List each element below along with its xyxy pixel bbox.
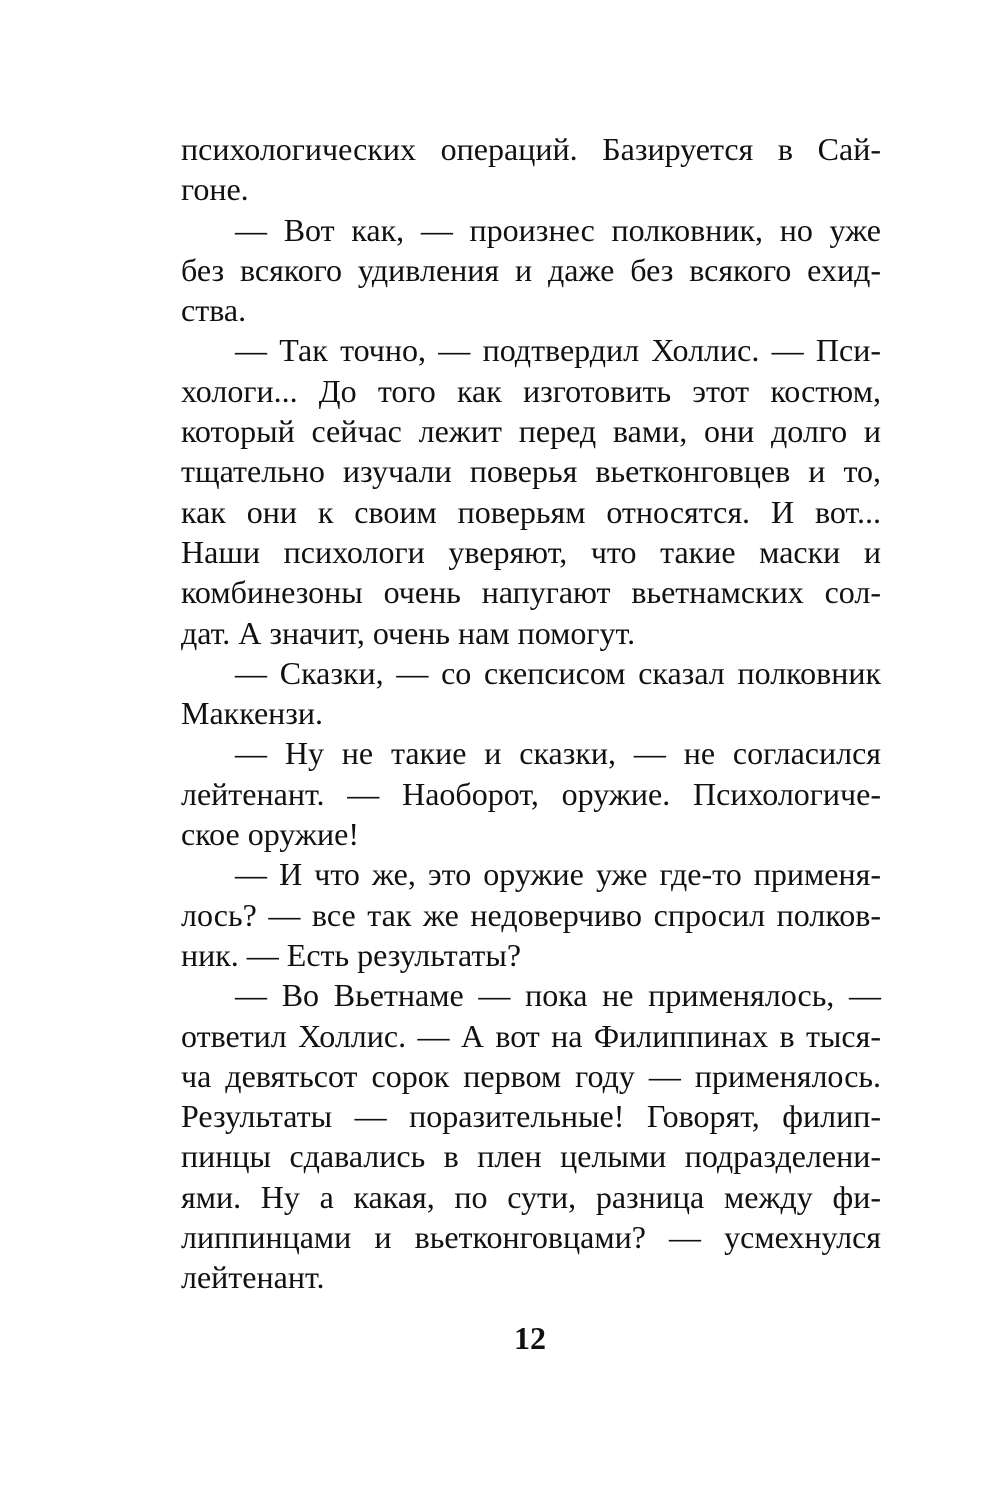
text-line: — Ну не такие и сказки, — не согласился [235,735,881,772]
text-line: — Вот как, — произнес полковник, но уже [235,211,881,248]
text-line: дат. А значит, очень нам помогут. [181,614,636,651]
text-line: ское оружие! [181,816,359,853]
text-line: пинцы сдавались в плен целыми подразделени- [181,1138,881,1175]
page-number: 12 [514,1320,546,1356]
text-line: — И что же, это оружие уже где-то применя- [235,856,881,893]
text-line: гоне. [181,171,249,208]
text-line: ответил Холлис. — А вот на Филиппинах в тыся- [181,1017,881,1054]
text-line: ник. — Есть результаты? [181,936,522,973]
text-line: — Во Вьетнаме — пока не применялось, — [235,977,881,1014]
text-line: как они к своим поверьям относятся. И вот... [181,493,881,530]
text-line: лось? — все так же недоверчиво спросил полков- [181,896,881,933]
text-line: тщательно изучали поверья вьетконговцев и то, [181,453,881,490]
text-line: хологи... До того как изготовить этот костюм, [181,372,881,409]
text-line: ства. [181,292,247,329]
text-line: ями. Ну а какая, по сути, разница между фи- [181,1178,881,1215]
text-line: лейтенант. — Наоборот, оружие. Психологиче- [181,775,881,812]
text-line: липпинцами и вьетконговцами? — усмехнулся [181,1219,881,1256]
body-text [181,129,881,1298]
text-line: Наши психологи уверяют, что такие маски и [181,533,881,570]
text-line: комбинезоны очень напугают вьетнамских сол- [181,574,881,611]
text-line: ча девятьсот сорок первом году — применялось. [181,1057,881,1094]
text-line: — Сказки, — со скепсисом сказал полковник [235,654,881,691]
text-line: психологических операций. Базируется в Сай- [181,131,881,167]
text-line: Маккензи. [181,695,324,732]
text-line: — Так точно, — подтвердил Холлис. — Пси- [235,332,881,369]
text-line: без всякого удивления и даже без всякого ехид- [181,251,881,288]
text-line: Результаты — поразительные! Говорят, филип- [181,1098,881,1135]
text-line: лейтенант. [181,1259,325,1296]
text-line: который сейчас лежит перед вами, они долго и [181,413,881,450]
